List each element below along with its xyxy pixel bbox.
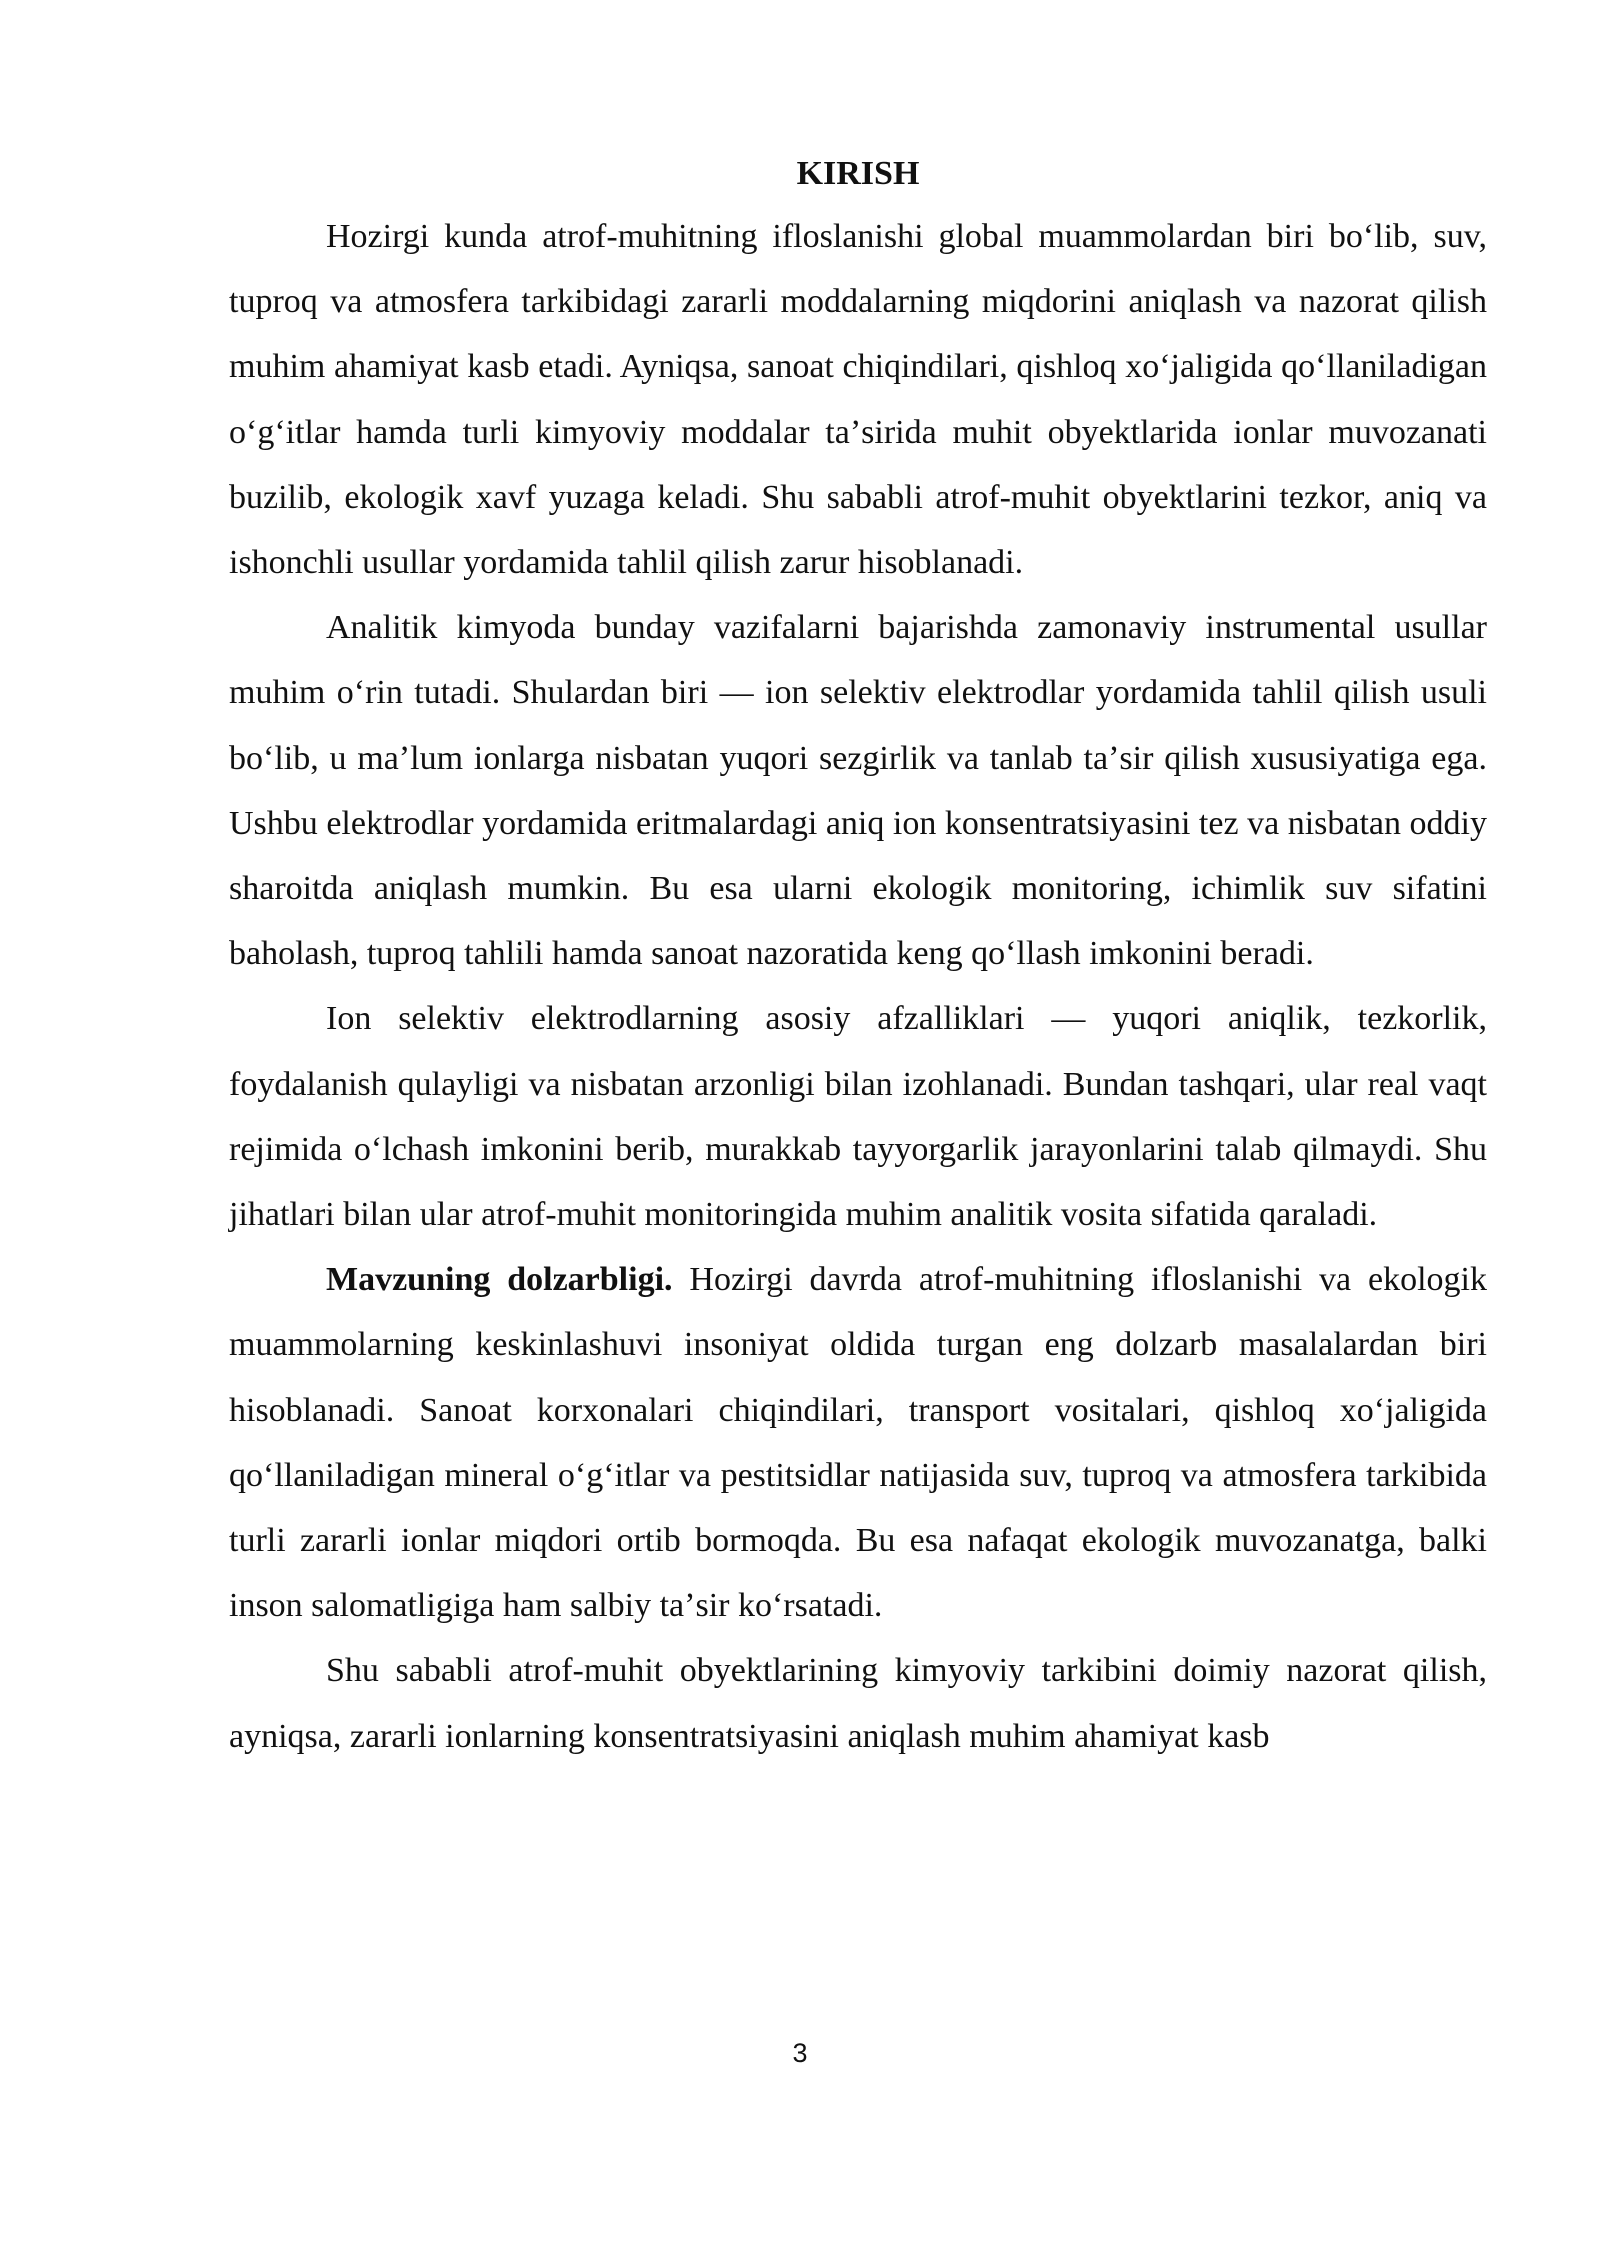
paragraph-monitoring: Shu sababli atrof-muhit obyektlarining kimyoviy tarkibini doimiy nazorat qilish, ayniqsa, zararli ionlarning konsentratsiyasini aniqlash muhim ahamiyat kasb [229, 1652, 1487, 1755]
page-content [229, 152, 1487, 1769]
page-number: 3 [792, 2038, 808, 2068]
relevance-text: Hozirgi davrda atrof-muhitning ifloslanishi va ekologik muammolarning keskinlashuvi insoniyat oldida turgan eng dolzarb masalalardan biri hisoblanadi. Sanoat korxonalari chiqindilari, transport vositalari, qishloq xoʻjaligida qoʻllaniladigan mineral oʻgʻitlar va pestitsidlar natijasida suv, tuproq va atmosfera tarkibida turli zararli ionlar miqdori ortib bormoqda. Bu esa nafaqat ekologik muvozanatga, balki inson salomatligiga ham salbiy taʼsir koʻrsatadi. [229, 1261, 1487, 1625]
paragraph-advantages: Ion selektiv elektrodlarning asosiy afzalliklari — yuqori aniqlik, tezkorlik, foydalanish qulayligi va nisbatan arzonligi bilan izohlanadi. Bundan tashqari, ular real vaqt rejimida oʻlchash imkonini berib, murakkab tayyorgarlik jarayonlarini talab qilmaydi. Shu jihatlari bilan ular atrof-muhit monitoringida muhim analitik vosita sifatida qaraladi. [229, 1000, 1487, 1234]
section-title: KIRISH [796, 155, 920, 192]
paragraph-intro: Hozirgi kunda atrof-muhitning ifloslanishi global muammolardan biri boʻlib, suv, tuproq va atmosfera tarkibidagi zararli moddalarning miqdorini aniqlash va nazorat qilish muhim ahamiyat kasb etadi. Ayniqsa, sanoat chiqindilari, qishloq xoʻjaligida qoʻllaniladigan oʻgʻitlar hamda turli kimyoviy moddalar taʼsirida muhit obyektlarida ionlar muvozanati buzilib, ekologik xavf yuzaga keladi. Shu sababli atrof-muhit obyektlarini tezkor, aniq va ishonchli usullar yordamida tahlil qilish zarur hisoblanadi. [229, 218, 1487, 582]
relevance-heading: Mavzuning dolzarbligi. [326, 1261, 673, 1299]
paragraph-analytical-methods: Analitik kimyoda bunday vazifalarni bajarishda zamonaviy instrumental usullar muhim oʻrin tutadi. Shulardan biri — ion selektiv elektrodlar yordamida tahlil qilish usuli boʻlib, u maʼlum ionlarga nisbatan yuqori sezgirlik va tanlab taʼsir qilish xususiyatiga ega. Ushbu elektrodlar yordamida eritmalardagi aniq ion konsentratsiyasini tez va nisbatan oddiy sharoitda aniqlash mumkin. Bu esa ularni ekologik monitoring, ichimlik suv sifatini baholash, tuproq tahlili hamda sanoat nazoratida keng qoʻllash imkonini beradi. [229, 609, 1487, 973]
paragraph-relevance [229, 1247, 1487, 1638]
